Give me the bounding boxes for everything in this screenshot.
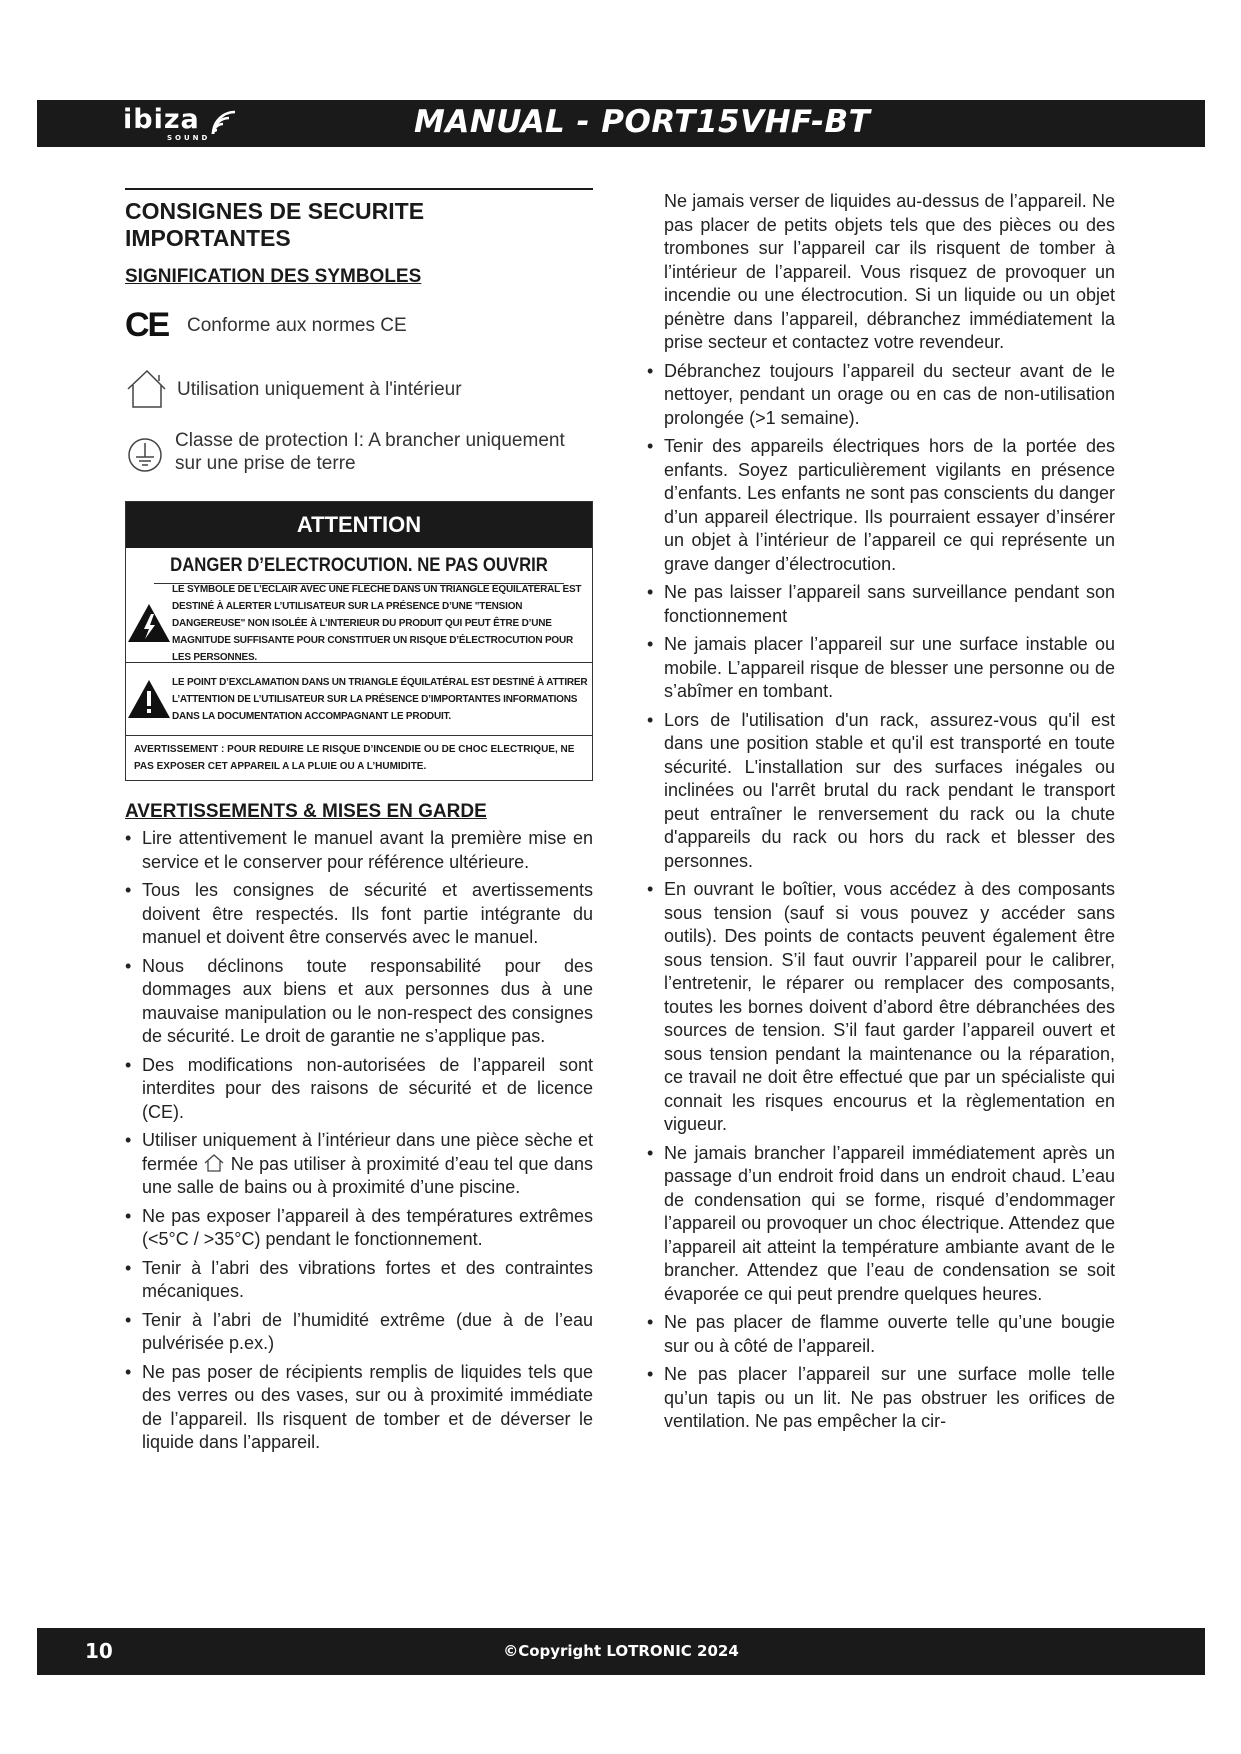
copyright: ©Copyright LOTRONIC 2024 [503, 1642, 739, 1660]
list-item: • Ne pas poser de récipients remplis de liquides tels que des verres ou des vases, sur ou à proximité immédiate de l’appareil. Ils risquent de tomber et de déverser le liquide dans l’appareil. [125, 1361, 593, 1455]
list-item: • Ne pas placer l’appareil sur une surface molle telle qu’un tapis ou un lit. Ne pas obstruer les orifices de ventilation. Ne pas empêcher la cir- [647, 1363, 1115, 1434]
lightning-warning-text: LE SYMBOLE DE L’ÉCLAIR AVEC UNE FLÈCHE DANS UN TRIANGLE ÉQUILATÉRAL EST DESTINÉ À ALERTER L’UTILISATEUR SUR LA PRÉSENCE D’UNE "TENSION DANGEREUSE" NON ISOLÉE À L’INTERIEUR DU PRODUIT QUI PEUT ÊTRE D’UNE MAGNITUDE SUFFISANTE POUR CONSTITUER UN RISQUE D’ÉLECTROCUTION POUR LES PERSONNES. [172, 583, 582, 663]
warnings-list [125, 827, 593, 1455]
list-item: • Lire attentivement le manuel avant la première mise en service et le conserver pour référence ultérieure. [125, 827, 593, 874]
lightning-warning-icon [126, 602, 172, 644]
symbols-heading: SIGNIFICATION DES SYMBOLES [125, 266, 422, 287]
indoor-use-text-b: Ne pas utiliser à proximité d’eau tel que dans une salle de bains ou à proximité d’une piscine. [142, 1153, 593, 1197]
house-icon [203, 1153, 225, 1173]
list-item: • Ne pas exposer l’appareil à des températures extrêmes (<5°C / >35°C) pendant le fonctionnement. [125, 1205, 593, 1252]
indoor-use-text-a: Utiliser uniquement à l’intérieur dans une pièce sèche et fermée [142, 1130, 593, 1174]
continuation-paragraph: Ne jamais verser de liquides au-dessus de l’appareil. Ne pas placer de petits objets tels que des pièces ou des trombones sur l’appareil car ils risquent de tomber à l’intérieur de l’appareil. Vous risquez de provoquer un incendie ou une électrocution. Si un liquide ou un objet pénètre dans l’appareil, débranchez immédiatement la prise secteur et contactez votre revendeur. [664, 191, 1115, 352]
page-footer [37, 1628, 1205, 1675]
lightning-warning-row [126, 584, 592, 663]
list-item [125, 1129, 593, 1200]
brand-logo-sub: SOUND [167, 134, 211, 142]
left-column [125, 188, 593, 1460]
danger-heading: DANGER D’ELECTROCUTION. NE PAS OUVRIR [154, 548, 564, 584]
symbol-ce-text: Conforme aux normes CE [187, 315, 407, 336]
list-item: • Tous les consignes de sécurité et avertissements doivent être respectés. Ils font partie intégrante du manuel et doivent être conservés avec le manuel. [125, 879, 593, 950]
attention-box [125, 501, 593, 781]
list-item: • Tenir des appareils électriques hors de la portée des enfants. Soyez particulièrement vigilants en présence d’enfants. Les enfants ne sont pas conscients du danger d’un appareil électrique. Ils pourraient essayer d’insérer un objet à l’intérieur de l’appareil ce qui représente un grave danger d’électrocution. [647, 435, 1115, 576]
rain-warning-text: AVERTISSEMENT : POUR REDUIRE LE RISQUE D’INCENDIE OU DE CHOC ELECTRIQUE, NE PAS EXPOSER CET APPAREIL A LA PLUIE OU A L’HUMIDITE. [134, 744, 575, 772]
list-item: • Lors de l'utilisation d'un rack, assurez-vous qu'il est dans une position stable et qu'il est transporté en toute sécurité. L'installation sur des surfaces inégales ou inclinées ou l'arrêt brutal du rack pendant le transport peut entraîner le renversement du rack ou la chute d'appareils du rack ou hors du rack et blesser des personnes. [647, 709, 1115, 874]
page-header [37, 100, 1205, 147]
protective-earth-icon [125, 433, 169, 477]
symbol-ce-row [125, 306, 593, 345]
list-item: • Débranchez toujours l’appareil du secteur avant de le nettoyer, pendant un orage ou en cas de non-utilisation prolongée (>1 semaine). [647, 360, 1115, 431]
symbol-class1-row [125, 429, 593, 477]
list-item: • Tenir à l’abri de l’humidité extrême (due à de l’eau pulvérisée p.ex.) [125, 1309, 593, 1356]
ce-mark-icon: CE [125, 306, 169, 344]
section-heading: CONSIGNES DE SECURITE IMPORTANTES [125, 198, 425, 251]
symbol-indoor-row [125, 367, 593, 411]
brand-logo: ibiza [123, 104, 200, 135]
list-item: • Ne pas laisser l’appareil sans surveillance pendant son fonctionnement [647, 581, 1115, 628]
right-column [647, 190, 1115, 1439]
exclamation-warning-row [126, 663, 592, 736]
warnings-heading: AVERTISSEMENTS & MISES EN GARDE [125, 801, 487, 822]
list-item: • Ne pas placer de flamme ouverte telle qu’une bougie sur ou à côté de l’appareil. [647, 1311, 1115, 1358]
wifi-waves-icon [209, 108, 239, 138]
list-item: • Ne jamais brancher l’appareil immédiatement après un passage d’un endroit froid dans un endroit chaud. L’eau de condensation qui se forme, risqué d’endommager l’appareil ou provoquer un choc électrique. Attendez que l’appareil ait atteint la température ambiante avant de le brancher. Attendez que l’eau de condensation se soit évaporée ce qui peut prendre quelques heures. [647, 1142, 1115, 1307]
list-item: • Ne jamais placer l’appareil sur une surface instable ou mobile. L’appareil risque de blesser une personne ou de s’abîmer en tombant. [647, 633, 1115, 704]
exclamation-warning-text: LE POINT D’EXCLAMATION DANS UN TRIANGLE ÉQUILATÉRAL EST DESTINÉ À ATTIRER L’ATTENTION DE L’UTILISATEUR SUR LA PRÉSENCE D’IMPORTANTES INFORMATIONS DANS LA DOCUMENTATION ACCOMPAGNANT LE PRODUIT. [172, 676, 588, 722]
divider [125, 188, 593, 190]
page-number: 10 [85, 1639, 113, 1663]
attention-title: ATTENTION [126, 502, 592, 548]
exclamation-warning-icon [126, 678, 172, 720]
list-item: • Tenir à l’abri des vibrations fortes et des contraintes mécaniques. [125, 1257, 593, 1304]
symbol-class1-text: Classe de protection I: A brancher uniquement sur une prise de terre [175, 430, 565, 474]
list-item: • Des modifications non-autorisées de l’appareil sont interdites pour des raisons de sécurité et de licence (CE). [125, 1054, 593, 1125]
document-title: MANUAL - PORT15VHF-BT [414, 104, 871, 140]
list-item: • Nous déclinons toute responsabilité pour des dommages aux biens et aux personnes dus à une mauvaise manipulation ou le non-respect des consignes de sécurité. Le droit de garantie ne s’applique pas. [125, 955, 593, 1049]
symbol-indoor-text: Utilisation uniquement à l'intérieur [177, 378, 462, 400]
house-icon [125, 367, 173, 411]
list-item: • En ouvrant le boîtier, vous accédez à des composants sous tension (sauf si vous pouvez y accéder sans outils). Des points de contacts peuvent également être sous tension. S’il faut ouvrir l’appareil pour le calibrer, l’entretenir, le réparer ou remplacer des composants, toutes les bornes doivent d’abord être débranchées des sources de tension. S’il faut garder l’appareil ouvert et sous tension pendant la maintenance ou la réparation, ce travail ne doit être effectué que par un spécialiste qui connait les risques encourus et la règlementation en vigueur. [647, 878, 1115, 1137]
safety-list [647, 360, 1115, 1434]
